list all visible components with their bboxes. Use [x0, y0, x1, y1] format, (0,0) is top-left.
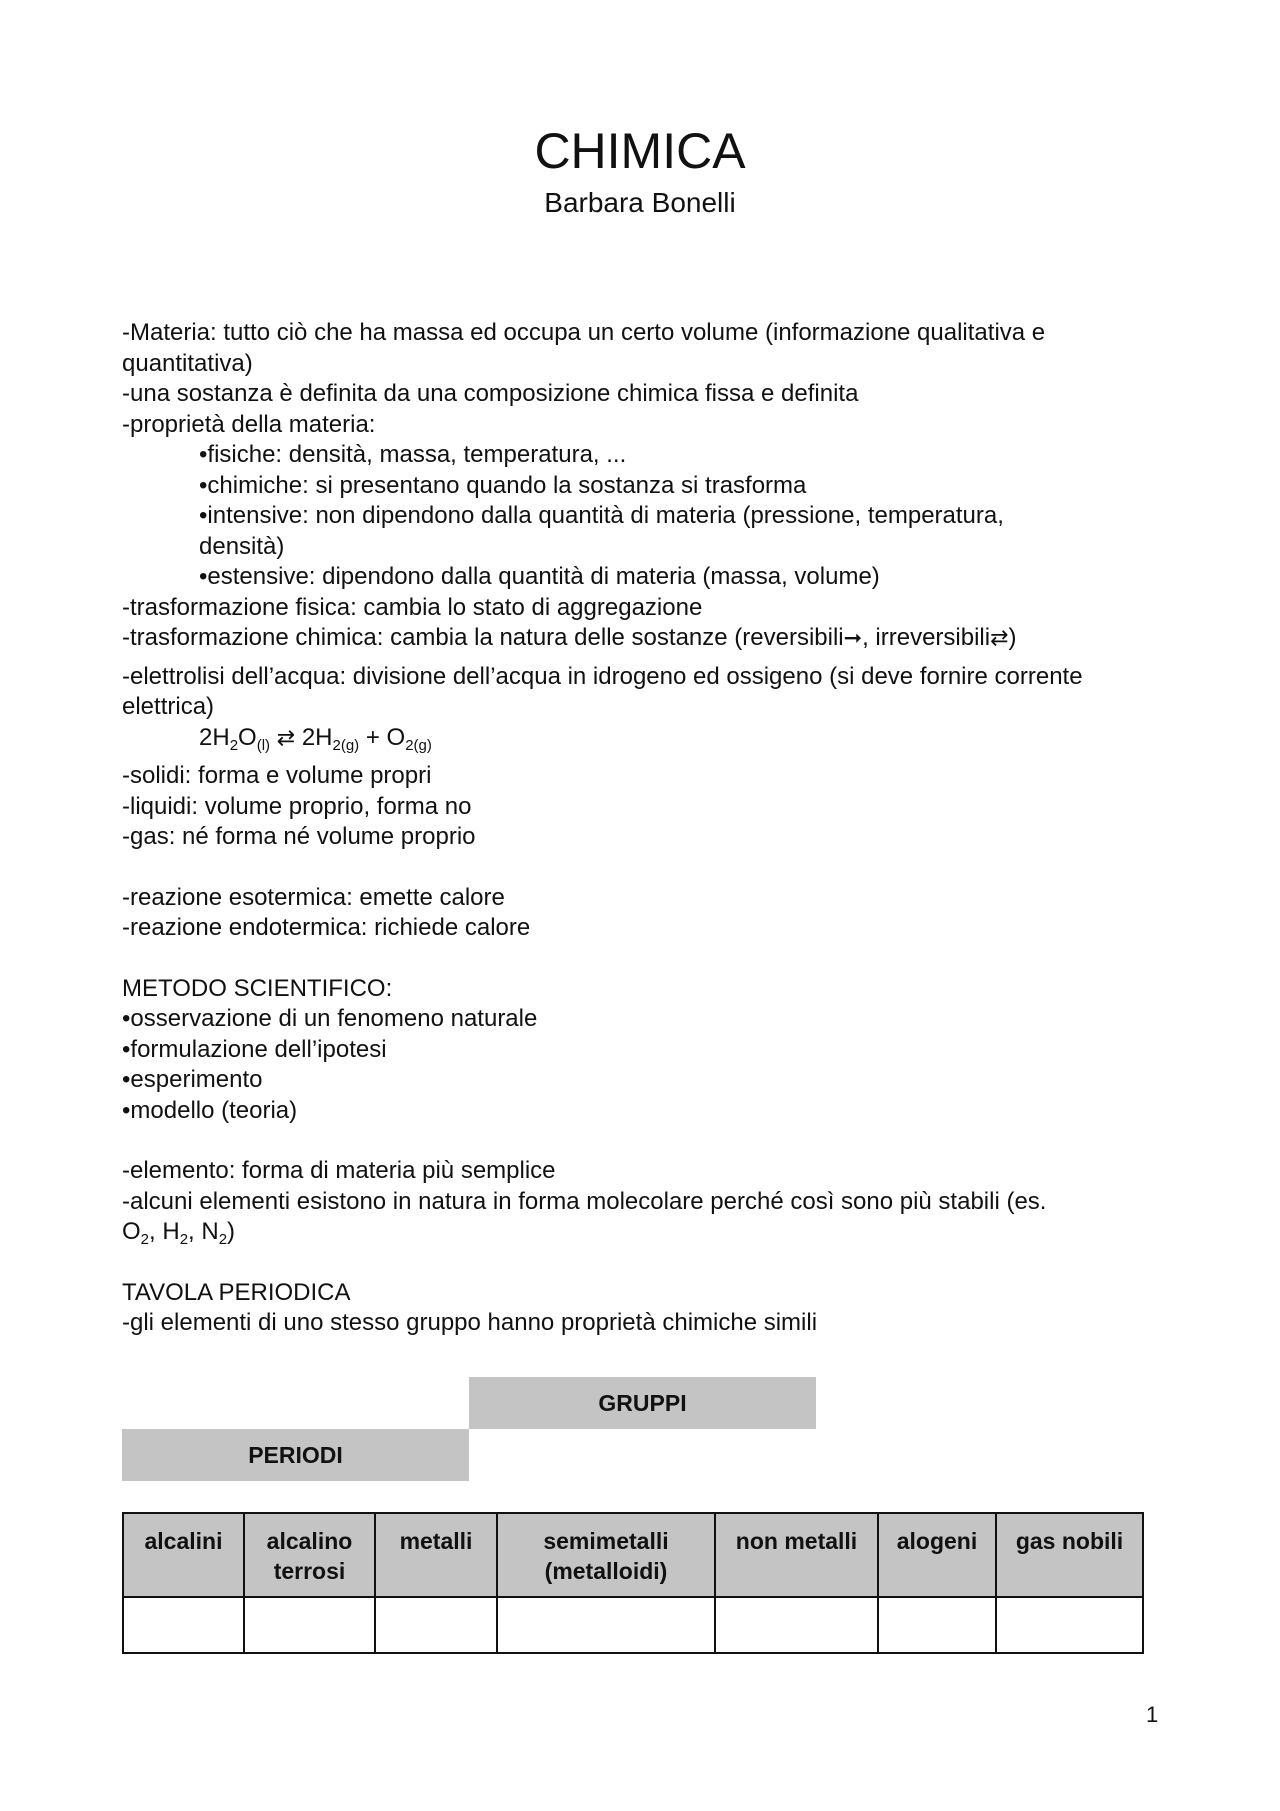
table-header-row [123, 1513, 1143, 1597]
text-line: -alcuni elementi esistono in natura in forma molecolare perché così sono più stabili (es. [122, 1187, 1047, 1215]
table-header-cell: alcalini [123, 1513, 244, 1597]
table-cell [497, 1597, 715, 1653]
formula-part: + O [359, 723, 406, 751]
document-title: CHIMICA [534, 123, 746, 179]
bullet-item: •esperimento [122, 1066, 263, 1093]
table-cell [878, 1597, 996, 1653]
arrow-right-icon: ➞ [843, 625, 863, 650]
formula-part: 2H [301, 723, 333, 751]
periodi-label-box: PERIODI [122, 1429, 469, 1481]
formula-part: O [238, 723, 257, 751]
text-line: -gli elementi di uno stesso gruppo hanno proprietà chimiche simili [122, 1309, 818, 1336]
bullet-item: •formulazione dell’ipotesi [122, 1035, 387, 1063]
section-heading: TAVOLA PERIODICA [122, 1278, 351, 1306]
text-segment: ) [1008, 624, 1017, 651]
table-cell [375, 1597, 497, 1653]
text-line: -Materia: tutto ciò che ha massa ed occupa un certo volume (informazione qualitativa e [122, 319, 1046, 346]
table-cell [715, 1597, 878, 1653]
formula-part: 2H [199, 723, 230, 751]
bullet-item-continuation: densità) [199, 532, 285, 560]
text-line: -gas: né forma né volume proprio [122, 823, 476, 850]
table-header-cell: alogeni [878, 1513, 996, 1597]
formula-subscript: 2 [140, 1231, 150, 1248]
document-author: Barbara Bonelli [544, 187, 736, 218]
bullet-item: •fisiche: densità, massa, temperatura, ... [199, 441, 627, 468]
formula-subscript: 2(g) [332, 736, 360, 754]
table-cell [996, 1597, 1143, 1653]
chemical-equation [122, 723, 1167, 754]
bullet-item: •chimiche: si presentano quando la sostanza si trasforma [199, 471, 807, 499]
text-line: -reazione endotermica: richiede calore [122, 914, 531, 941]
table-cell [244, 1597, 375, 1653]
table-row [123, 1597, 1143, 1653]
gruppi-label-box: GRUPPI [469, 1377, 816, 1429]
molecule-examples [122, 1217, 1167, 1248]
bullet-item: •modello (teoria) [122, 1096, 298, 1124]
text-line: -elettrolisi dell’acqua: divisione dell’acqua in idrogeno ed ossigeno (si deve fornire corrente [122, 662, 1083, 690]
notes-body [122, 318, 1167, 1339]
bullet-item: •osservazione di un fenomeno naturale [122, 1005, 538, 1032]
table-header-cell: semimetalli (metalloidi) [497, 1513, 715, 1597]
text-segment: , irreversibili [862, 624, 991, 651]
equilibrium-arrows-icon: ⇄ [276, 724, 296, 750]
table-header-cell: gas nobili [996, 1513, 1143, 1597]
formula-part: ) [227, 1218, 236, 1245]
formula-part: , N [188, 1218, 219, 1245]
bullet-item: •intensive: non dipendono dalla quantità di materia (pressione, temperatura, [199, 502, 1004, 529]
element-categories-table [122, 1512, 1144, 1654]
formula-subscript: (l) [256, 736, 271, 754]
formula-subscript: 2 [218, 1231, 228, 1248]
section-heading: METODO SCIENTIFICO: [122, 974, 393, 1002]
text-segment: -trasformazione chimica: cambia la natura delle sostanze (reversibili [122, 624, 844, 651]
table-cell [123, 1597, 244, 1653]
formula-part: , H [149, 1218, 180, 1245]
text-line: -proprietà della materia: [122, 410, 376, 438]
formula-part: O [122, 1218, 141, 1245]
text-line: -reazione esotermica: emette calore [122, 883, 505, 911]
page-number: 1 [1146, 1702, 1159, 1727]
text-line: -una sostanza è definita da una composizione chimica fissa e definita [122, 380, 859, 407]
formula-subscript: 2 [179, 1231, 189, 1248]
equilibrium-arrows-icon: ⇄ [990, 625, 1009, 650]
formula-subscript: 2(g) [405, 736, 432, 754]
text-line: -elemento: forma di materia più semplice [122, 1157, 556, 1184]
text-line: -solidi: forma e volume propri [122, 762, 432, 789]
formula-subscript: 2 [229, 736, 239, 754]
table-header-cell: non metalli [715, 1513, 878, 1597]
text-line: -liquidi: volume proprio, forma no [122, 792, 472, 820]
text-line-reactions [122, 623, 1167, 654]
text-line: quantitativa) [122, 349, 253, 377]
text-line: -trasformazione fisica: cambia lo stato di aggregazione [122, 593, 703, 621]
table-header-cell: metalli [375, 1513, 497, 1597]
table-header-cell: alcalino terrosi [244, 1513, 375, 1597]
text-line: elettrica) [122, 693, 215, 720]
bullet-item: •estensive: dipendono dalla quantità di materia (massa, volume) [199, 563, 880, 590]
